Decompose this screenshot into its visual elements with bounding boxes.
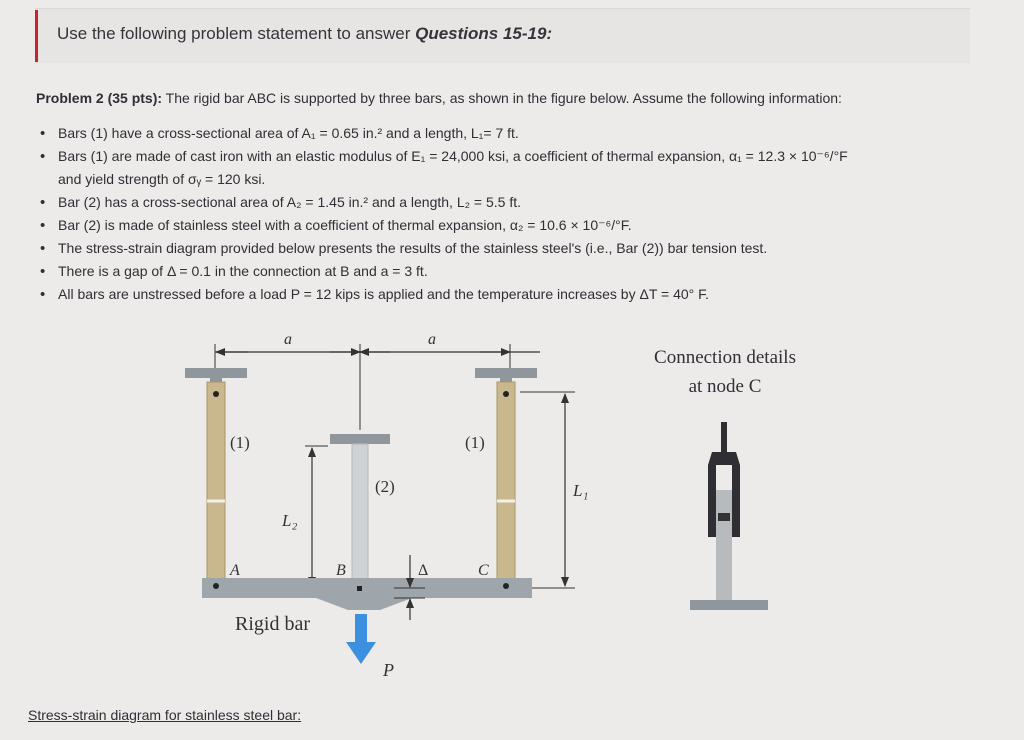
list-item: • All bars are unstressed before a load P = 12 kips is applied and the temperature increases by ΔT = 40° F. bbox=[36, 283, 986, 306]
list-item: • There is a gap of Δ = 0.1 in the connection at B and a = 3 ft. bbox=[36, 260, 986, 283]
right-bar-1 bbox=[497, 382, 515, 594]
right-support-plate bbox=[475, 368, 537, 378]
right-bar-1-label: (1) bbox=[465, 433, 485, 452]
node-A-label: A bbox=[230, 562, 240, 579]
dim-a-right-label: a bbox=[428, 331, 436, 348]
header-title bbox=[57, 24, 552, 44]
rigid-bar bbox=[202, 578, 532, 610]
problem-label: Problem 2 (35 pts): bbox=[36, 90, 163, 106]
list-item: • Bar (2) is made of stainless steel with a coefficient of thermal expansion, α₂ = 10.6 × 10⁻⁶/°F. bbox=[36, 214, 986, 237]
bar-2-label: (2) bbox=[375, 477, 395, 496]
L1-label: L₁ bbox=[573, 481, 589, 500]
left-bar-1-label: (1) bbox=[230, 433, 250, 452]
list-item-continuation: and yield strength of σᵧ = 120 ksi. bbox=[58, 171, 266, 187]
connection-title bbox=[610, 343, 840, 401]
problem-statement bbox=[36, 90, 986, 106]
L2-label: L₂ bbox=[282, 511, 298, 530]
connection-title-line2: at node C bbox=[688, 376, 762, 397]
problem-text: The rigid bar ABC is supported by three bars, as shown in the figure below. Assume the following information: bbox=[162, 90, 842, 106]
load-P-label: P bbox=[383, 660, 394, 680]
load-arrow-head bbox=[346, 642, 376, 664]
node-B-label: B bbox=[336, 562, 346, 579]
node-C-label: C bbox=[478, 562, 489, 579]
assumption-list bbox=[36, 122, 986, 306]
stress-strain-diagram-link[interactable]: Stress-strain diagram for stainless steel bar: bbox=[28, 707, 302, 723]
list-item: • Bar (2) has a cross-sectional area of A₂ = 1.45 in.² and a length, L₂ = 5.5 ft. bbox=[36, 191, 986, 214]
bar-2 bbox=[352, 444, 368, 590]
list-item: • The stress-strain diagram provided below presents the results of the stainless steel's (i.e., Bar (2)) bar tension test. bbox=[36, 237, 986, 260]
center-support-plate bbox=[330, 434, 390, 444]
load-arrow-shaft bbox=[355, 614, 367, 644]
rigid-bar-label: Rigid bar bbox=[235, 613, 310, 635]
connection-title-line1: Connection details bbox=[654, 347, 796, 368]
left-bar-1 bbox=[207, 382, 225, 594]
connection-detail-illustration bbox=[690, 422, 768, 610]
left-support-plate bbox=[185, 368, 247, 378]
header-questions: Questions 15-19: bbox=[415, 24, 553, 43]
header-prefix: Use the following problem statement to answer bbox=[57, 24, 416, 43]
list-item: • Bars (1) are made of cast iron with an elastic modulus of E₁ = 24,000 ksi, a coefficient of thermal expansion, α₁ = 12.3 × 10⁻⁶/°F bbox=[36, 145, 986, 168]
dim-a-left-label: a bbox=[284, 331, 292, 348]
header-accent-line bbox=[35, 10, 38, 62]
list-item: • Bars (1) have a cross-sectional area of A₁ = 0.65 in.² and a length, L₁= 7 ft. bbox=[36, 122, 986, 145]
gap-delta-label: Δ bbox=[418, 562, 429, 579]
